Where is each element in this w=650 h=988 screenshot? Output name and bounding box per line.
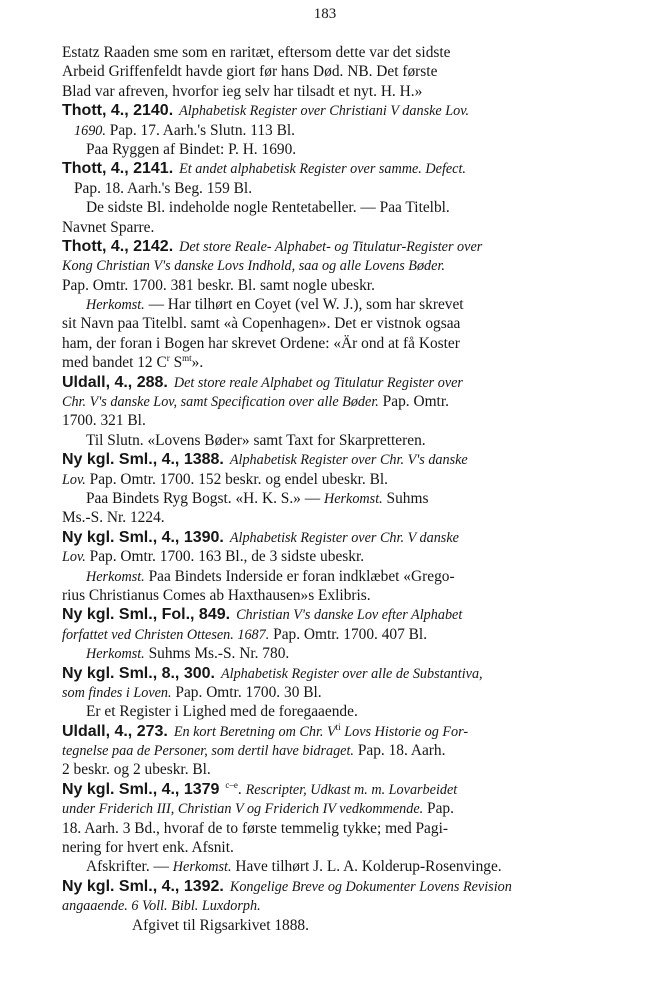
shelfmark: Uldall, 4., 288.	[62, 373, 168, 391]
text-line	[62, 819, 594, 838]
title-italic: tegnelse paa de Personer, som dertil have bidraget.	[62, 743, 354, 760]
title-italic: Alphabetisk Register over Chr. V's danske	[229, 452, 468, 469]
line-text: Paa Ryggen af Bindet: P. H. 1690.	[86, 140, 297, 158]
line-text: ham, der foran i Bogen har skrevet Ordene: «Är ond at få Koster	[62, 334, 460, 352]
line-text: Pap. Omtr.	[378, 393, 449, 411]
title-italic: som findes i Loven.	[62, 684, 172, 701]
text-line	[62, 877, 594, 896]
line-text: Pap. 18. Aarh.'s Beg. 159 Bl.	[74, 179, 253, 197]
text-line	[62, 121, 594, 140]
shelfmark: Thott, 4., 2142.	[62, 237, 174, 255]
title-italic: Lov.	[62, 549, 86, 566]
text-line	[62, 896, 594, 915]
shelfmark: Uldall, 4., 273.	[62, 722, 168, 740]
text-line	[62, 683, 594, 702]
line-text: Afskrifter. —	[86, 858, 173, 876]
text-line	[62, 198, 594, 217]
text-line	[62, 373, 594, 392]
catalogue-text	[62, 43, 594, 935]
text-line	[62, 838, 594, 857]
title-italic: Et andet alphabetisk Register over samme. Defect.	[179, 161, 466, 178]
title-italic: Herkomst.	[172, 859, 232, 876]
shelfmark: Ny kgl. Sml., 4., 1379	[62, 780, 220, 798]
line-text: sit Navn paa Titelbl. samt «à Copenhagen». Det er vistnok ogsaa	[62, 315, 461, 333]
text-line	[62, 276, 594, 295]
line-text: 1700. 321 Bl.	[62, 412, 146, 430]
text-line	[62, 159, 594, 178]
title-italic: Kong Christian V's danske Lovs Indhold, saa og alle Lovens Bøder.	[62, 258, 445, 275]
line-text: nering for hvert enk. Afsnit.	[62, 839, 234, 857]
text-line	[62, 722, 594, 741]
line-text: Suhms Ms.-S. Nr. 780.	[144, 645, 290, 663]
line-text: med bandet 12 C	[62, 354, 167, 372]
line-text: S	[169, 354, 183, 372]
line-text: Til Slutn. «Lovens Bøder» samt Taxt for Skarpretteren.	[86, 431, 426, 449]
line-text: Pap. Omtr. 1700. 163 Bl., de 3 sidste ubeskr.	[85, 548, 365, 566]
line-text: Pap. Omtr. 1700. 407 Bl.	[269, 625, 428, 643]
text-line	[62, 314, 594, 333]
line-text: 2 beskr. og 2 ubeskr. Bl.	[62, 761, 211, 779]
line-text: Blad var afreven, hvorfor ieg selv har tilsadt et nyt. H. H.»	[62, 82, 423, 100]
text-line	[62, 353, 594, 372]
text-line	[62, 567, 594, 586]
line-text: — Har tilhørt en Coyet (vel W. J.), som har skrevet	[144, 296, 464, 314]
text-line	[62, 508, 594, 527]
line-text: Pap. Omtr. 1700. 30 Bl.	[171, 683, 322, 701]
superscript: mt	[182, 353, 192, 364]
shelfmark: Thott, 4., 2141.	[62, 160, 174, 178]
text-line	[62, 605, 594, 624]
title-italic: Lov.	[62, 471, 86, 488]
superscript: r	[166, 353, 170, 364]
title-italic: under Friderich III, Christian V og Friderich IV vedkommende.	[62, 801, 424, 818]
title-italic: Herkomst.	[86, 568, 145, 585]
text-line	[62, 625, 594, 644]
shelfmark: Ny kgl. Sml., 4., 1392.	[62, 877, 224, 895]
line-text: Er et Register i Lighed med de foregaaende.	[86, 703, 358, 721]
line-text: Paa Bindets Inderside er foran indklæbet «Grego-	[144, 567, 455, 585]
text-line	[62, 431, 594, 450]
shelfmark: Ny kgl. Sml., 8., 300.	[62, 664, 215, 682]
line-text: Paa Bindets Ryg Bogst. «H. K. S.» —	[86, 489, 324, 507]
text-line	[62, 857, 594, 876]
line-text: Pap. Omtr. 1700. 152 beskr. og endel ubeskr. Bl.	[85, 470, 389, 488]
text-line	[62, 256, 594, 275]
text-line	[62, 101, 594, 120]
title-italic: Alphabetisk Register over Chr. V danske	[229, 529, 459, 546]
shelfmark: Ny kgl. Sml., Fol., 849.	[62, 606, 231, 624]
shelfmark: Thott, 4., 2140.	[62, 102, 174, 120]
text-line	[62, 237, 594, 256]
superscript: c–e	[225, 779, 238, 790]
title-italic: Christian V's danske Lov efter Alphabet	[236, 607, 463, 624]
line-text: Afgivet til Rigsarkivet 1888.	[132, 916, 309, 934]
text-line	[62, 295, 594, 314]
title-italic: Det store reale Alphabet og Titulatur Register over	[173, 374, 463, 391]
title-italic: Herkomst.	[86, 297, 145, 314]
shelfmark: Ny kgl. Sml., 4., 1390.	[62, 528, 224, 546]
superscript: ti	[335, 721, 341, 732]
text-line	[62, 916, 594, 935]
title-italic: Det store Reale- Alphabet- og Titulatur-Register over	[179, 238, 483, 255]
title-italic: Alphabetisk Register over alle de Substantiva,	[220, 665, 483, 682]
line-text: ».	[191, 354, 204, 372]
text-line	[62, 799, 594, 818]
line-text: Pap.	[423, 800, 454, 818]
title-italic: Lovs Historie og For-	[340, 723, 469, 740]
text-line	[62, 450, 594, 469]
title-italic: forfattet ved Christen Ottesen. 1687.	[62, 626, 270, 643]
line-text: Navnet Sparre.	[62, 218, 155, 236]
text-line	[62, 62, 594, 81]
text-line	[62, 411, 594, 430]
line-text: Estatz Raaden sme som en raritæt, eftersom dette var det sidste	[62, 44, 451, 61]
line-text: Suhms	[382, 489, 429, 507]
text-line	[62, 82, 594, 101]
text-line	[62, 392, 594, 411]
text-line	[62, 780, 594, 799]
line-text: Pap. Omtr. 1700. 381 beskr. Bl. samt nogle ubeskr.	[62, 276, 375, 294]
line-text: De sidste Bl. indeholde nogle Rentetabeller. — Paa Titelbl.	[86, 199, 450, 217]
line-text: .	[237, 780, 246, 798]
title-italic: angaaende. 6 Voll. Bibl. Luxdorph.	[62, 898, 261, 915]
text-line	[62, 489, 594, 508]
text-line	[62, 760, 594, 779]
line-text: Arbeid Griffenfeldt havde giort før hans Død. NB. Det første	[62, 63, 438, 81]
title-italic: Herkomst.	[323, 490, 383, 507]
line-text: rius Christianus Comes ab Haxthausen»s Exlibris.	[62, 586, 371, 604]
text-line	[62, 470, 594, 489]
shelfmark: Ny kgl. Sml., 4., 1388.	[62, 451, 224, 469]
title-italic: Alphabetisk Register over Christiani V danske Lov.	[179, 103, 470, 120]
text-line	[62, 140, 594, 159]
text-line	[62, 741, 594, 760]
text-line	[62, 218, 594, 237]
title-italic: 1690.	[74, 122, 106, 139]
title-italic: Chr. V's danske Lov, samt Specification over alle Bøder.	[62, 394, 379, 411]
line-text: 18. Aarh. 3 Bd., hvoraf de to første temmelig tykke; med Pagi-	[62, 819, 448, 837]
title-italic: Herkomst.	[86, 646, 145, 663]
title-italic: Rescripter, Udkast m. m. Lovarbeidet	[245, 781, 458, 798]
line-text: Have tilhørt J. L. A. Kolderup-Rosenvinge.	[231, 858, 502, 876]
text-line	[62, 43, 594, 62]
line-text: Pap. 17. Aarh.'s Slutn. 113 Bl.	[105, 121, 295, 139]
text-line	[62, 179, 594, 198]
text-line	[62, 547, 594, 566]
page-number: 183	[313, 6, 337, 22]
title-italic: Kongelige Breve og Dokumenter Lovens Revision	[229, 878, 512, 895]
title-italic: En kort Beretning om Chr. V	[173, 723, 336, 740]
text-line	[62, 586, 594, 605]
text-line	[62, 334, 594, 353]
text-line	[62, 644, 594, 663]
text-line	[62, 702, 594, 721]
text-line	[62, 664, 594, 683]
line-text: Pap. 18. Aarh.	[353, 742, 446, 760]
text-line	[62, 528, 594, 547]
line-text: Ms.-S. Nr. 1224.	[62, 509, 165, 527]
